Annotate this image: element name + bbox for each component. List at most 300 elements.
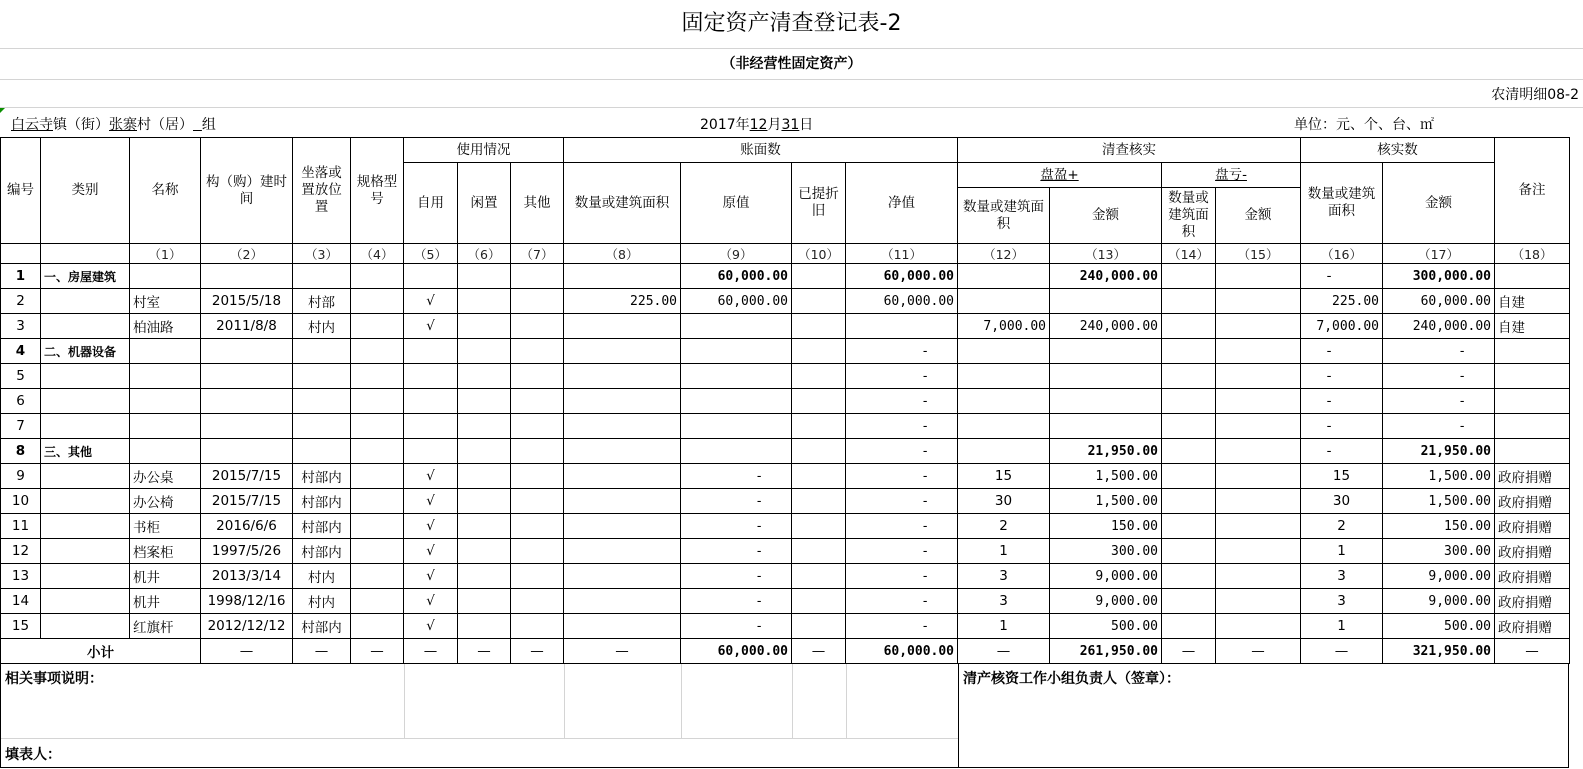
row-book-net: -	[846, 364, 958, 389]
grid-line	[1, 738, 958, 739]
row-id: 1	[1, 264, 41, 289]
header-category: 类别	[41, 138, 130, 244]
row-ver-qty: -	[1301, 439, 1383, 464]
row-book-qty	[564, 539, 681, 564]
row-category	[41, 364, 130, 389]
row-surplus-qty: 30	[958, 489, 1050, 514]
row-loss-qty	[1162, 589, 1216, 614]
row-build-time: 2012/12/12	[201, 614, 293, 639]
header-spec: 规格型号	[351, 138, 404, 244]
row-self-use	[404, 364, 458, 389]
row-ver-qty: -	[1301, 339, 1383, 364]
row-remark: 自建	[1495, 289, 1570, 314]
row-idle	[458, 564, 511, 589]
row-book-qty	[564, 589, 681, 614]
row-spec	[351, 539, 404, 564]
row-ver-amt: 9,000.00	[1383, 564, 1495, 589]
row-book-net: -	[846, 589, 958, 614]
row-loss-amt	[1216, 589, 1301, 614]
row-other	[511, 314, 564, 339]
row-id: 9	[1, 464, 41, 489]
column-number: （9）	[681, 244, 792, 264]
row-other	[511, 539, 564, 564]
row-name	[130, 414, 201, 439]
date-year: 2017	[700, 117, 736, 133]
subtotal-book-orig: 60,000.00	[681, 639, 792, 664]
grid-line	[681, 664, 682, 738]
row-book-orig: -	[681, 564, 792, 589]
row-ver-amt: -	[1383, 364, 1495, 389]
row-book-orig: -	[681, 464, 792, 489]
row-category	[41, 489, 130, 514]
row-name: 柏油路	[130, 314, 201, 339]
row-spec	[351, 414, 404, 439]
row-location: 村部内	[293, 464, 351, 489]
row-book-orig: -	[681, 614, 792, 639]
column-number: （13）	[1050, 244, 1162, 264]
row-idle	[458, 614, 511, 639]
row-id: 14	[1, 589, 41, 614]
row-book-qty	[564, 314, 681, 339]
row-build-time: 1998/12/16	[201, 589, 293, 614]
row-idle	[458, 364, 511, 389]
row-category: 一、房屋建筑	[41, 264, 130, 289]
row-category	[41, 539, 130, 564]
row-loss-amt	[1216, 464, 1301, 489]
row-location	[293, 364, 351, 389]
row-book-qty	[564, 264, 681, 289]
column-number	[41, 244, 130, 264]
row-name	[130, 264, 201, 289]
subtotal-loss-qty: —	[1162, 639, 1216, 664]
row-book-dep	[792, 264, 846, 289]
header-surplus-qty: 数量或建筑面积	[958, 188, 1050, 244]
date-month-char: 月	[767, 117, 782, 133]
row-book-orig	[681, 314, 792, 339]
row-category	[41, 564, 130, 589]
row-book-qty	[564, 414, 681, 439]
row-book-dep	[792, 539, 846, 564]
row-remark: 政府捐赠	[1495, 464, 1570, 489]
header-ver-amt: 金额	[1383, 163, 1495, 244]
row-other	[511, 589, 564, 614]
row-ver-qty: 3	[1301, 589, 1383, 614]
row-name: 办公桌	[130, 464, 201, 489]
row-book-orig: 60,000.00	[681, 289, 792, 314]
row-id: 3	[1, 314, 41, 339]
row-loss-qty	[1162, 564, 1216, 589]
village-name: 张寨	[109, 117, 137, 133]
row-location: 村内	[293, 564, 351, 589]
row-loss-amt	[1216, 514, 1301, 539]
asset-table	[0, 137, 1570, 664]
row-spec	[351, 339, 404, 364]
row-location: 村内	[293, 314, 351, 339]
row-loss-amt	[1216, 439, 1301, 464]
row-location	[293, 439, 351, 464]
row-surplus-qty: 15	[958, 464, 1050, 489]
row-remark	[1495, 339, 1570, 364]
date-day: 31	[781, 117, 800, 133]
row-book-orig: 60,000.00	[681, 264, 792, 289]
header-remark: 备注	[1495, 138, 1570, 244]
header-book-orig: 原值	[681, 163, 792, 244]
column-number: （3）	[293, 244, 351, 264]
row-surplus-qty	[958, 289, 1050, 314]
row-self-use: √	[404, 289, 458, 314]
notes-divider	[958, 664, 959, 768]
row-build-time	[201, 414, 293, 439]
row-surplus-amt	[1050, 339, 1162, 364]
location-row	[0, 107, 1583, 138]
row-self-use	[404, 264, 458, 289]
row-ver-qty: 30	[1301, 489, 1383, 514]
row-ver-amt: 1,500.00	[1383, 464, 1495, 489]
subtotal-book-dep: —	[792, 639, 846, 664]
row-location	[293, 414, 351, 439]
row-book-net: -	[846, 564, 958, 589]
row-book-dep	[792, 289, 846, 314]
header-ver-qty: 数量或建筑面积	[1301, 163, 1383, 244]
row-idle	[458, 339, 511, 364]
row-ver-qty: -	[1301, 389, 1383, 414]
row-other	[511, 289, 564, 314]
row-book-orig	[681, 389, 792, 414]
row-ver-amt: 1,500.00	[1383, 489, 1495, 514]
row-remark	[1495, 439, 1570, 464]
row-book-qty	[564, 614, 681, 639]
column-number-row	[1, 244, 1570, 264]
group-blank	[193, 117, 202, 133]
row-loss-qty	[1162, 389, 1216, 414]
subtotal-ver-amt: 321,950.00	[1383, 639, 1495, 664]
header-loss: 盘亏-	[1162, 163, 1301, 188]
row-name: 机井	[130, 589, 201, 614]
row-ver-qty: 1	[1301, 539, 1383, 564]
row-name	[130, 439, 201, 464]
row-category	[41, 614, 130, 639]
row-surplus-qty	[958, 414, 1050, 439]
row-surplus-amt	[1050, 289, 1162, 314]
subtotal-other: —	[511, 639, 564, 664]
row-name: 办公椅	[130, 489, 201, 514]
row-loss-amt	[1216, 414, 1301, 439]
row-other	[511, 364, 564, 389]
column-number: （16）	[1301, 244, 1383, 264]
row-name: 村室	[130, 289, 201, 314]
row-name: 书柜	[130, 514, 201, 539]
row-other	[511, 264, 564, 289]
row-book-dep	[792, 614, 846, 639]
table-row	[1, 339, 1570, 364]
row-spec	[351, 464, 404, 489]
row-category	[41, 389, 130, 414]
row-remark	[1495, 389, 1570, 414]
town-suffix: 镇（街）	[53, 117, 109, 133]
subtotal-ver-qty: —	[1301, 639, 1383, 664]
cell-marker-icon	[0, 108, 5, 113]
row-remark	[1495, 414, 1570, 439]
row-book-net: -	[846, 414, 958, 439]
column-number: （10）	[792, 244, 846, 264]
row-name: 档案柜	[130, 539, 201, 564]
row-remark: 政府捐赠	[1495, 539, 1570, 564]
row-remark: 政府捐赠	[1495, 489, 1570, 514]
row-loss-amt	[1216, 564, 1301, 589]
row-idle	[458, 464, 511, 489]
header-loss-qty: 数量或建筑面积	[1162, 188, 1216, 244]
table-row	[1, 464, 1570, 489]
row-ver-amt: 240,000.00	[1383, 314, 1495, 339]
row-spec	[351, 489, 404, 514]
row-spec	[351, 589, 404, 614]
row-book-qty	[564, 514, 681, 539]
row-loss-qty	[1162, 539, 1216, 564]
table-row	[1, 264, 1570, 289]
table-row	[1, 539, 1570, 564]
table-row	[1, 514, 1570, 539]
row-book-qty	[564, 439, 681, 464]
row-idle	[458, 389, 511, 414]
table-row	[1, 389, 1570, 414]
row-surplus-amt: 21,950.00	[1050, 439, 1162, 464]
report-date	[700, 114, 813, 134]
row-ver-amt: 300,000.00	[1383, 264, 1495, 289]
row-id: 4	[1, 339, 41, 364]
row-book-dep	[792, 464, 846, 489]
row-category	[41, 314, 130, 339]
subtotal-loss-amt: —	[1216, 639, 1301, 664]
row-self-use: √	[404, 464, 458, 489]
row-spec	[351, 564, 404, 589]
row-surplus-amt	[1050, 389, 1162, 414]
row-category	[41, 464, 130, 489]
row-book-net: -	[846, 464, 958, 489]
row-self-use	[404, 389, 458, 414]
row-book-net	[846, 314, 958, 339]
column-number: （15）	[1216, 244, 1301, 264]
subtotal-time: —	[201, 639, 293, 664]
row-loss-amt	[1216, 289, 1301, 314]
town-name: 白云寺	[11, 117, 53, 133]
header-other: 其他	[511, 163, 564, 244]
row-surplus-qty	[958, 364, 1050, 389]
row-loss-amt	[1216, 489, 1301, 514]
row-name	[130, 389, 201, 414]
row-ver-amt: -	[1383, 414, 1495, 439]
subtotal-book-net: 60,000.00	[846, 639, 958, 664]
column-number: （12）	[958, 244, 1050, 264]
column-number: （4）	[351, 244, 404, 264]
row-loss-amt	[1216, 539, 1301, 564]
header-verified: 核实数	[1301, 138, 1495, 163]
row-loss-qty	[1162, 364, 1216, 389]
row-id: 15	[1, 614, 41, 639]
table-row	[1, 289, 1570, 314]
row-idle	[458, 489, 511, 514]
header-surplus-amt: 金额	[1050, 188, 1162, 244]
row-surplus-amt: 9,000.00	[1050, 564, 1162, 589]
row-category	[41, 589, 130, 614]
row-self-use	[404, 439, 458, 464]
row-location: 村部内	[293, 489, 351, 514]
row-location: 村部内	[293, 514, 351, 539]
row-ver-amt: 500.00	[1383, 614, 1495, 639]
row-loss-qty	[1162, 439, 1216, 464]
row-book-orig	[681, 364, 792, 389]
row-id: 12	[1, 539, 41, 564]
row-ver-qty: 1	[1301, 614, 1383, 639]
subtotal-loc: —	[293, 639, 351, 664]
row-book-qty	[564, 489, 681, 514]
row-book-dep	[792, 439, 846, 464]
row-id: 11	[1, 514, 41, 539]
row-id: 13	[1, 564, 41, 589]
row-build-time: 1997/5/26	[201, 539, 293, 564]
column-number: （7）	[511, 244, 564, 264]
row-category	[41, 514, 130, 539]
row-location	[293, 264, 351, 289]
row-self-use: √	[404, 614, 458, 639]
subtotal-label: 小计	[1, 639, 201, 664]
form-subtitle: （非经营性固定资产）	[0, 49, 1583, 80]
row-spec	[351, 364, 404, 389]
row-surplus-amt: 500.00	[1050, 614, 1162, 639]
table-row	[1, 614, 1570, 639]
row-loss-amt	[1216, 389, 1301, 414]
row-book-qty	[564, 389, 681, 414]
grid-line	[564, 664, 565, 738]
table-row	[1, 564, 1570, 589]
row-spec	[351, 614, 404, 639]
header-name: 名称	[130, 138, 201, 244]
row-surplus-qty: 1	[958, 539, 1050, 564]
header-id: 编号	[1, 138, 41, 244]
row-other	[511, 614, 564, 639]
row-location: 村部	[293, 289, 351, 314]
row-self-use: √	[404, 514, 458, 539]
row-location	[293, 389, 351, 414]
row-self-use: √	[404, 564, 458, 589]
row-book-orig: -	[681, 539, 792, 564]
row-ver-qty: 225.00	[1301, 289, 1383, 314]
row-loss-qty	[1162, 314, 1216, 339]
column-number: （14）	[1162, 244, 1216, 264]
row-build-time: 2015/7/15	[201, 489, 293, 514]
row-idle	[458, 439, 511, 464]
row-ver-amt: 9,000.00	[1383, 589, 1495, 614]
row-build-time	[201, 339, 293, 364]
row-idle	[458, 289, 511, 314]
row-location: 村部内	[293, 614, 351, 639]
row-surplus-amt: 9,000.00	[1050, 589, 1162, 614]
row-other	[511, 564, 564, 589]
row-book-dep	[792, 389, 846, 414]
row-build-time: 2011/8/8	[201, 314, 293, 339]
row-id: 10	[1, 489, 41, 514]
row-ver-qty: 2	[1301, 514, 1383, 539]
row-surplus-amt: 1,500.00	[1050, 464, 1162, 489]
row-book-dep	[792, 589, 846, 614]
row-book-orig: -	[681, 589, 792, 614]
grid-line	[792, 664, 793, 738]
row-surplus-amt: 240,000.00	[1050, 264, 1162, 289]
row-ver-amt: 300.00	[1383, 539, 1495, 564]
row-spec	[351, 389, 404, 414]
row-book-orig: -	[681, 489, 792, 514]
row-surplus-qty: 2	[958, 514, 1050, 539]
column-number: （5）	[404, 244, 458, 264]
unit-label: 单位：元、个、台、㎡	[1294, 117, 1434, 133]
subtotal-surplus-qty: —	[958, 639, 1050, 664]
column-number	[1, 244, 41, 264]
row-book-orig: -	[681, 514, 792, 539]
row-book-net: -	[846, 489, 958, 514]
row-ver-amt: 150.00	[1383, 514, 1495, 539]
row-book-net: -	[846, 339, 958, 364]
row-other	[511, 389, 564, 414]
subtotal-remark: —	[1495, 639, 1570, 664]
row-surplus-qty: 3	[958, 589, 1050, 614]
header-self-use: 自用	[404, 163, 458, 244]
row-self-use: √	[404, 489, 458, 514]
row-surplus-amt: 150.00	[1050, 514, 1162, 539]
row-loss-amt	[1216, 264, 1301, 289]
header-book-dep: 已提折旧	[792, 163, 846, 244]
row-idle	[458, 539, 511, 564]
row-spec	[351, 514, 404, 539]
row-loss-amt	[1216, 364, 1301, 389]
row-book-net: 60,000.00	[846, 264, 958, 289]
row-remark: 政府捐赠	[1495, 614, 1570, 639]
row-build-time: 2015/7/15	[201, 464, 293, 489]
row-remark: 政府捐赠	[1495, 589, 1570, 614]
row-book-qty	[564, 339, 681, 364]
table-row	[1, 414, 1570, 439]
village-suffix: 村（居）	[137, 117, 193, 133]
row-surplus-qty	[958, 439, 1050, 464]
row-ver-qty: -	[1301, 364, 1383, 389]
row-surplus-qty	[958, 389, 1050, 414]
row-book-dep	[792, 314, 846, 339]
table-row	[1, 489, 1570, 514]
row-name: 红旗杆	[130, 614, 201, 639]
row-id: 7	[1, 414, 41, 439]
subtotal-self: —	[404, 639, 458, 664]
row-loss-amt	[1216, 314, 1301, 339]
row-loss-qty	[1162, 289, 1216, 314]
subtotal-idle: —	[458, 639, 511, 664]
form-title: 固定资产清查登记表-2	[0, 0, 1583, 49]
row-build-time: 2016/6/6	[201, 514, 293, 539]
row-build-time: 2013/3/14	[201, 564, 293, 589]
row-other	[511, 464, 564, 489]
row-book-net: -	[846, 514, 958, 539]
column-number: （6）	[458, 244, 511, 264]
table-row	[1, 364, 1570, 389]
row-book-qty	[564, 564, 681, 589]
row-ver-amt: -	[1383, 339, 1495, 364]
row-build-time	[201, 389, 293, 414]
signature-label: 清产核资工作小组负责人（签章）：	[963, 671, 1180, 687]
row-self-use	[404, 339, 458, 364]
row-loss-amt	[1216, 339, 1301, 364]
row-surplus-qty	[958, 339, 1050, 364]
row-build-time	[201, 264, 293, 289]
row-idle	[458, 589, 511, 614]
row-book-dep	[792, 364, 846, 389]
row-spec	[351, 264, 404, 289]
